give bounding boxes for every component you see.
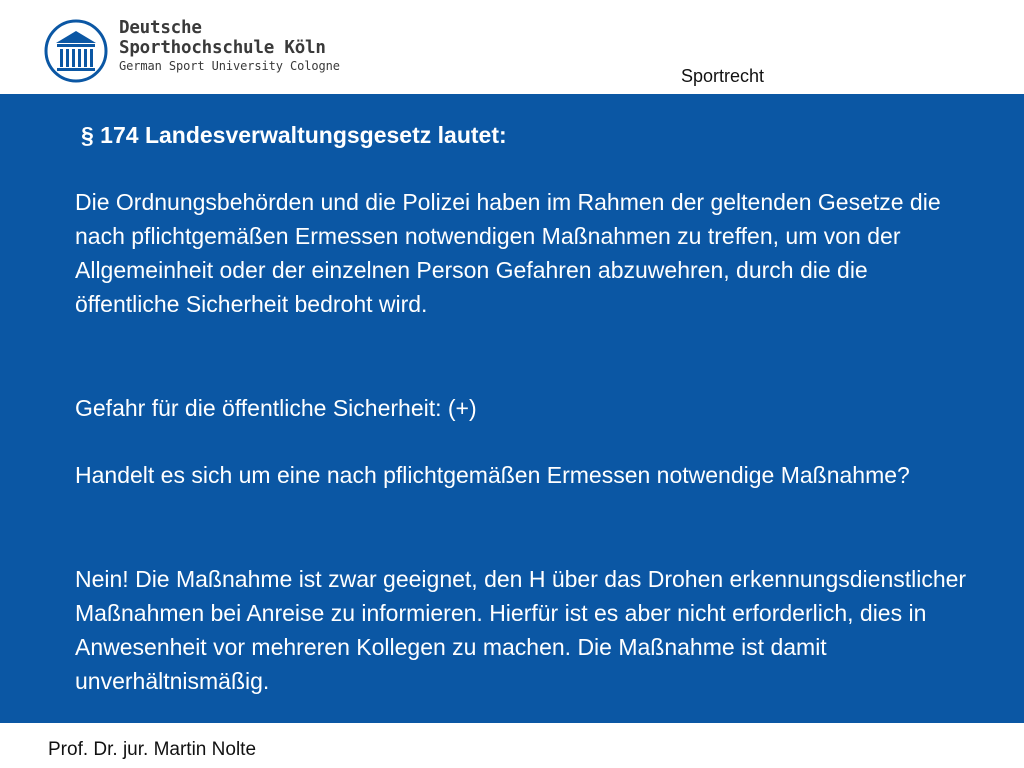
footer-author: Prof. Dr. jur. Martin Nolte <box>48 739 257 760</box>
paragraph-danger-assessment: Gefahr für die öffentliche Sicherheit: (+) <box>75 395 477 421</box>
logo-line-1: Deutsche <box>119 18 202 38</box>
building-columns-icon <box>44 19 108 83</box>
logo-line-3: German Sport University Cologne <box>119 59 340 73</box>
university-logo-text <box>119 18 340 75</box>
paragraph-question: Handelt es sich um eine nach pflichtgemäßen Ermessen notwendige Maßnahme? <box>75 462 910 488</box>
logo-line-2: Sporthochschule Köln <box>119 38 326 58</box>
paragraph-law-text: Die Ordnungsbehörden und die Polizei haben im Rahmen der geltenden Gesetze die nach pflichtgemäßen Ermessen notwendigen Maßnahmen zu treffen, um von der Allgemeinheit oder der einzelnen Person Gefahren abzuwehren, durch die die öffentliche Sicherheit bedroht wird. <box>75 189 941 317</box>
slide-header <box>0 0 1024 94</box>
slide-heading: § 174 Landesverwaltungsgesetz lautet: <box>81 122 507 148</box>
paragraph-conclusion: Nein! Die Maßnahme ist zwar geeignet, den H über das Drohen erkennungsdienstlicher Maßnahmen bei Anreise zu informieren. Hierfür ist es aber nicht erforderlich, dies in Anwesenheit vor mehreren Kollegen zu machen. Die Maßnahme ist damit unverhältnismäßig. <box>75 566 967 694</box>
course-label: Sportrecht <box>680 66 764 86</box>
